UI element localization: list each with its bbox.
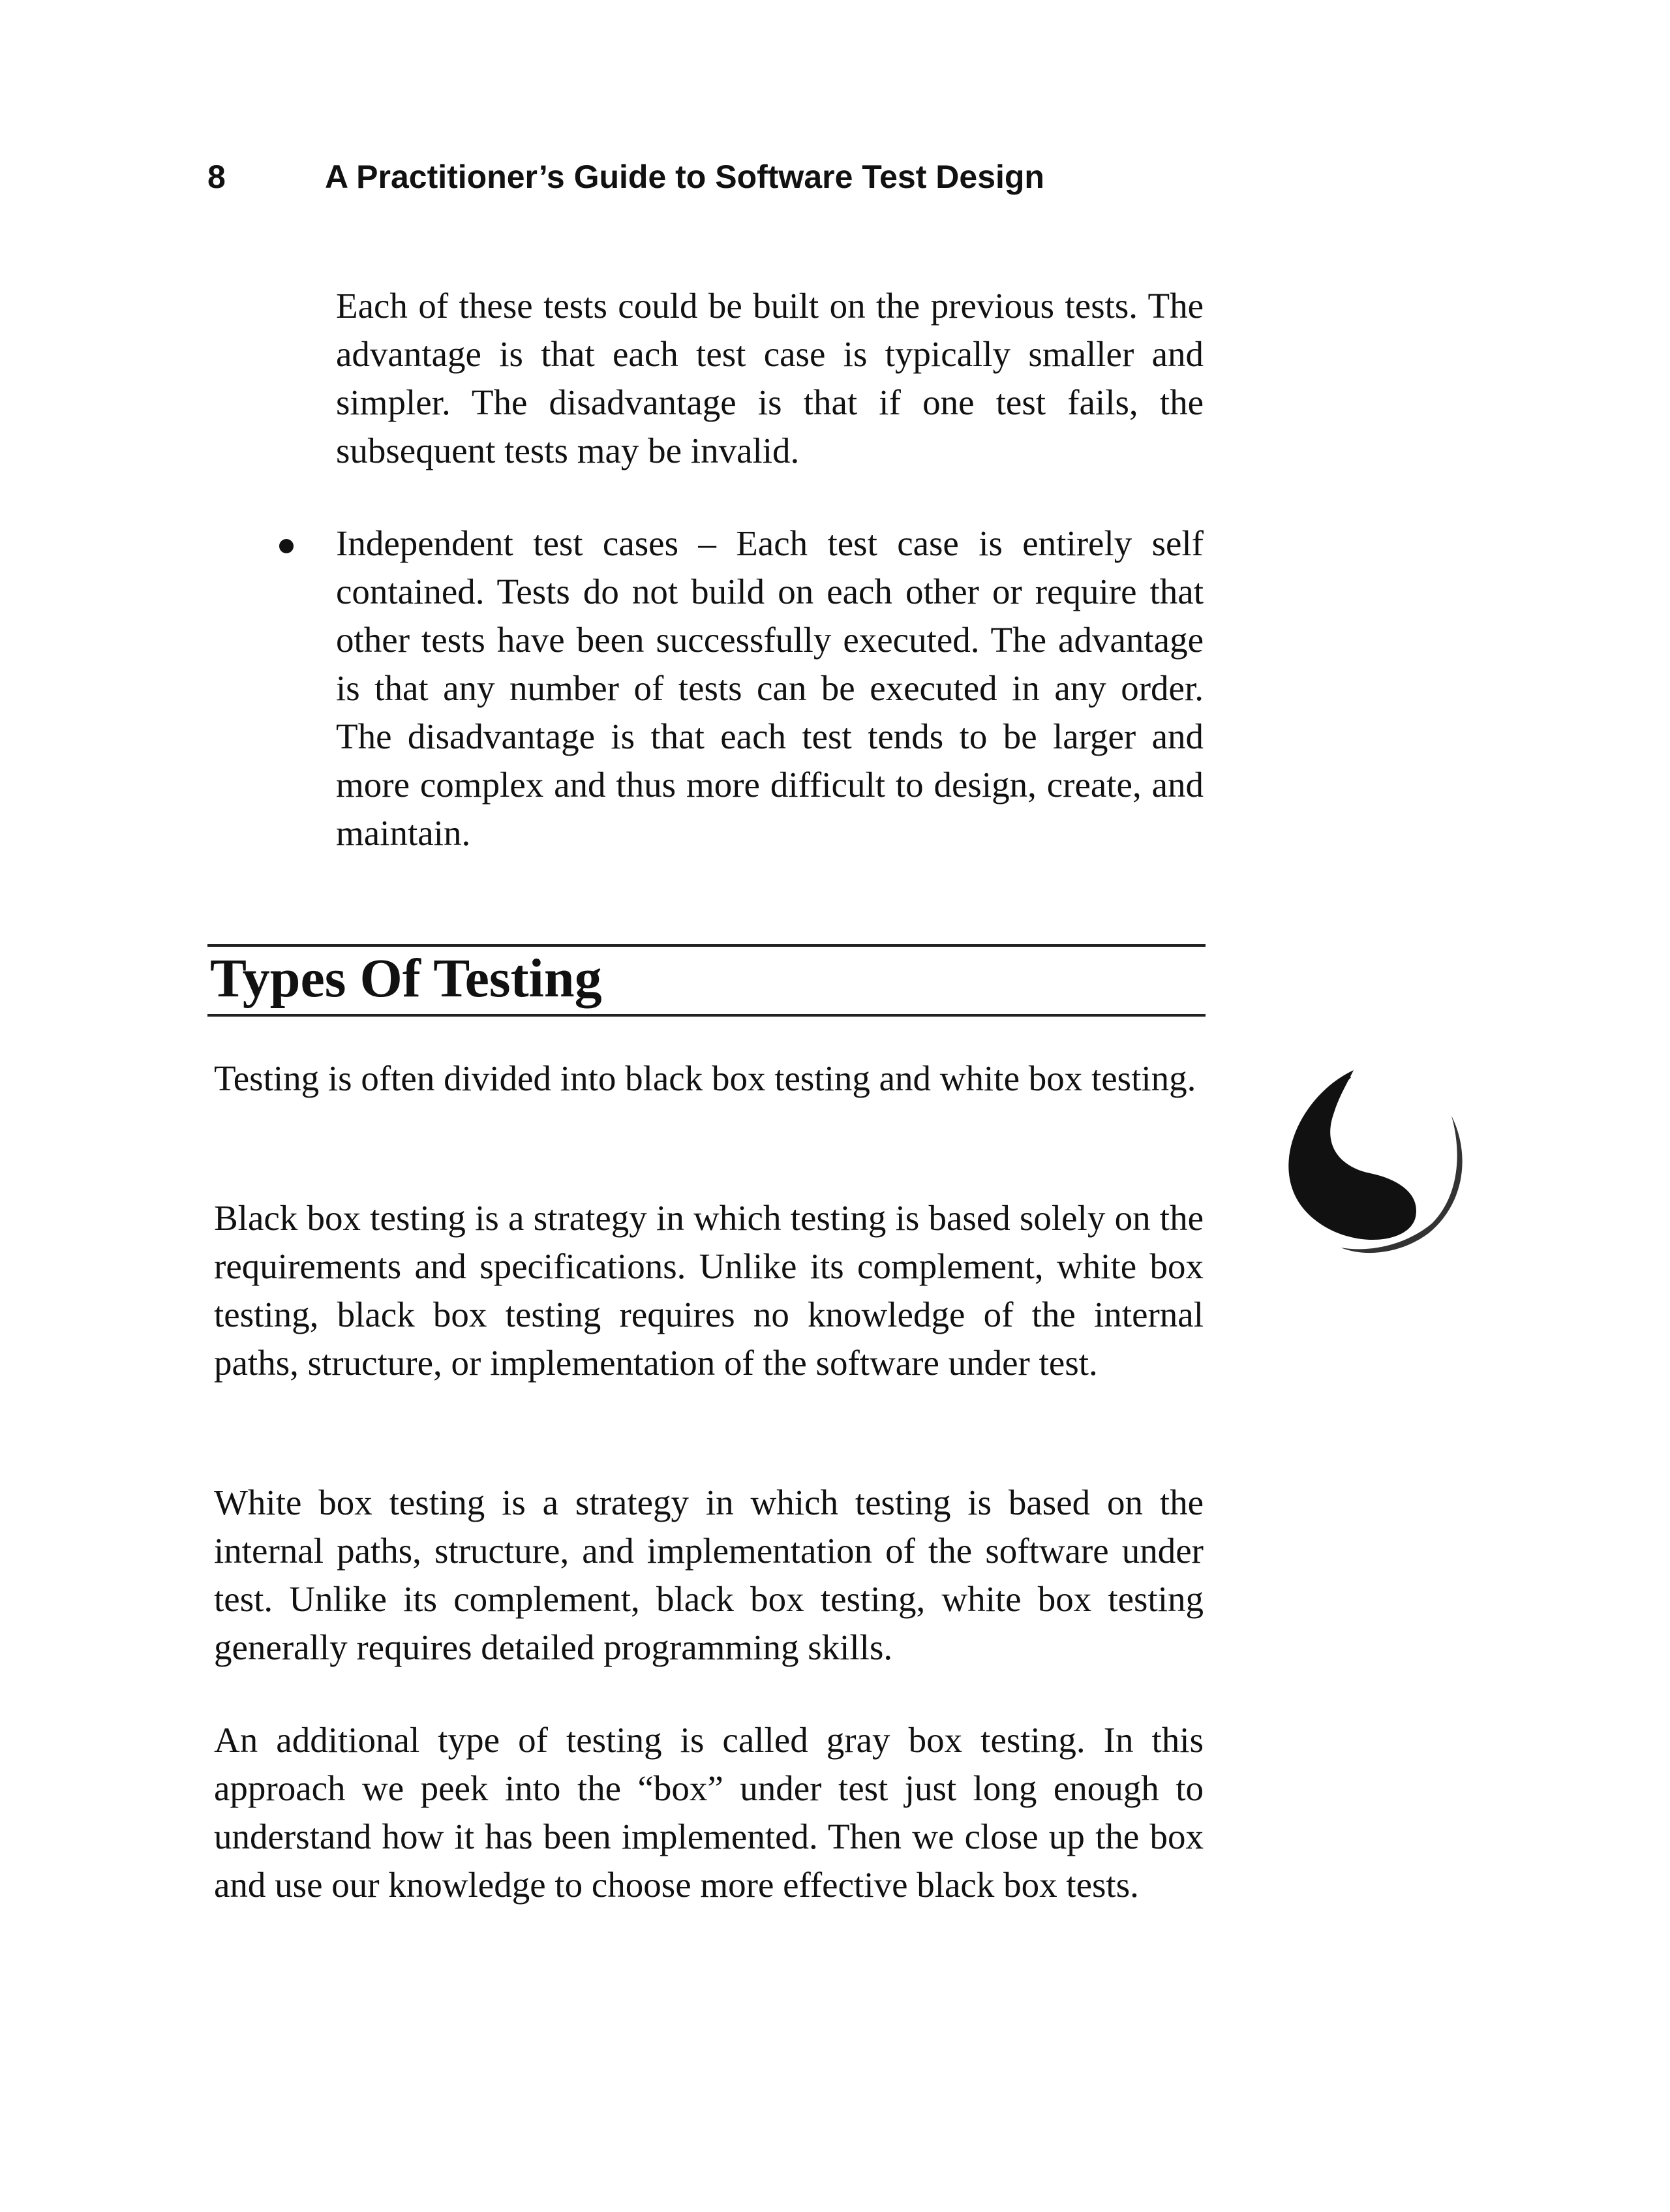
bullet-item-independent-test-cases: Independent test cases – Each test case is entirely self contained. Tests do not build on each other or require that other tests have been successfully executed. The advantage is that any number of tests can be executed in any order. The disadvantage is that each test tends to be larger and more complex and thus more difficult to design, create, and maintain. xyxy=(336,523,1204,853)
book-title: A Practitioner’s Guide to Software Test Design xyxy=(325,159,1044,195)
bullet-icon xyxy=(279,539,294,553)
heading-rule-bottom xyxy=(207,1014,1206,1017)
section-heading: Types Of Testing xyxy=(210,948,602,1009)
yin-yang-icon xyxy=(1272,1064,1481,1272)
page-number: 8 xyxy=(207,159,226,195)
running-head xyxy=(207,154,1186,200)
paragraph-black-box-testing: Black box testing is a strategy in which testing is based solely on the requirements and specifications. Unlike its complement, white box testing, black box testing requires no knowledge of the internal paths, structure, or implementation of the software under test. xyxy=(214,1198,1204,1383)
paragraph-gray-box-testing: An additional type of testing is called gray box testing. In this approach we peek into the “box” under test just long enough to understand how it has been implemented. Then we close up the box and use our knowledge to choose more effective black box tests. xyxy=(214,1720,1204,1905)
paragraph-testing-division: Testing is often divided into black box testing and white box testing. xyxy=(214,1058,1196,1098)
paragraph-white-box-testing: White box testing is a strategy in which testing is based on the internal paths, structure, and implementation of the software under test. Unlike its complement, black box testing, white box testing generally requires detailed programming skills. xyxy=(214,1482,1204,1667)
continuation-paragraph: Each of these tests could be built on the previous tests. The advantage is that each test case is typically smaller and simpler. The disadvantage is that if one test fails, the subsequent tests may be invalid. xyxy=(336,286,1204,470)
